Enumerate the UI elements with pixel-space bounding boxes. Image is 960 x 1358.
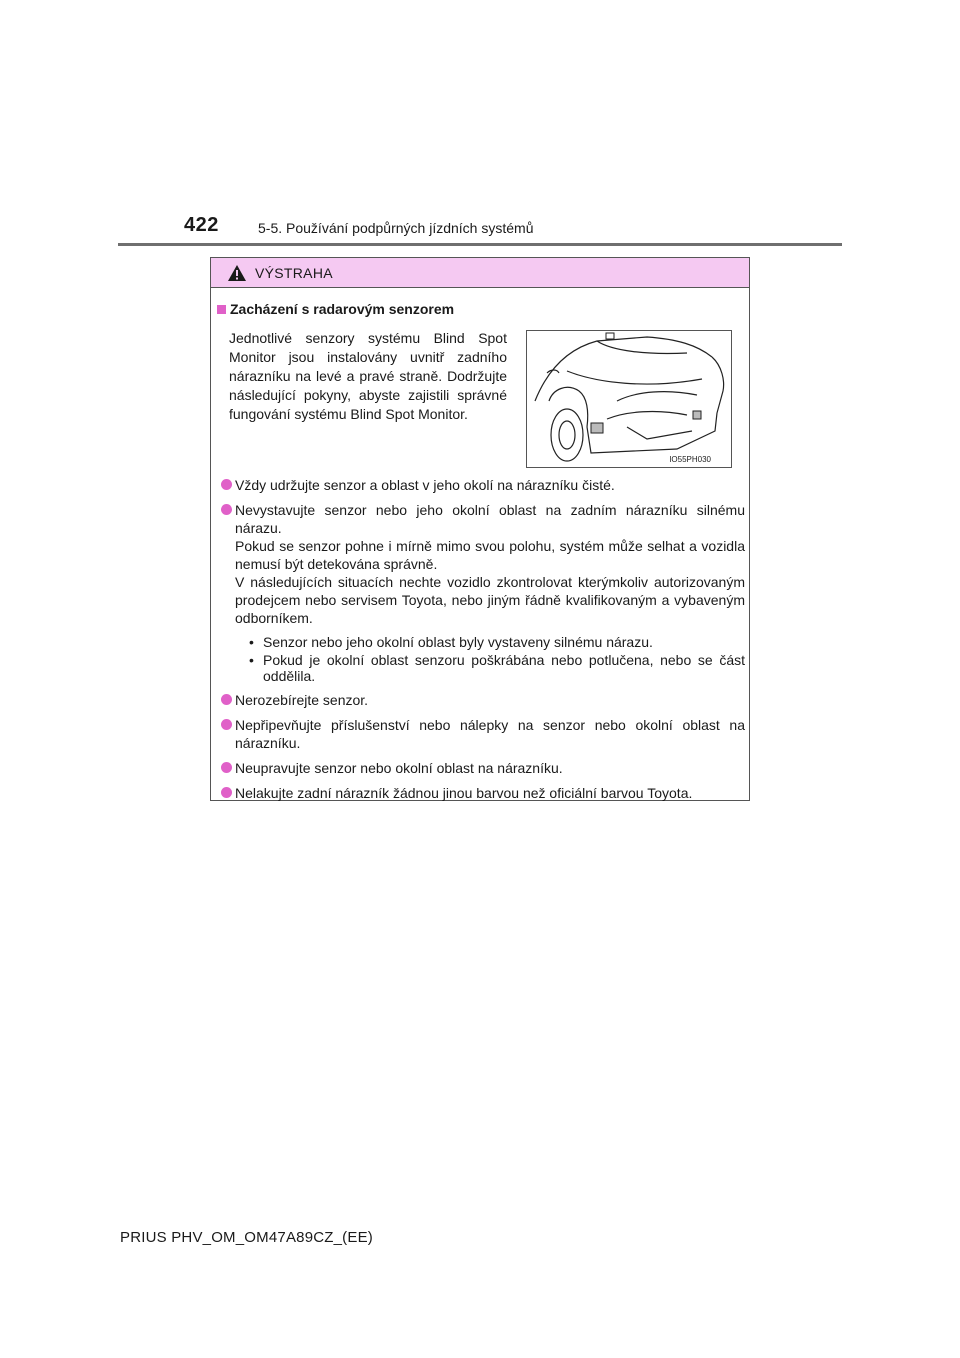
subsection-title: [217, 301, 454, 317]
list-item-text: Nepřipevňujte příslušenství nebo nálepky na senzor nebo okolní oblast na nárazníku.: [235, 717, 745, 751]
section-title: 5-5. Používání podpůrných jízdních systémů: [258, 220, 534, 236]
bullet-dot-icon: [221, 479, 232, 490]
list-item-text: V následujících situacích nechte vozidlo zkontrolovat kterýmkoliv autorizovaným prodejcem nebo servisem Toyota, nebo jiným řádně kvalifikovaným a vybaveným odborníkem.: [235, 574, 745, 626]
sub-list-item-text: Senzor nebo jeho okolní oblast byly vystaveny silnému nárazu.: [263, 634, 653, 650]
list-item-text: Neupravujte senzor nebo okolní oblast na nárazníku.: [235, 760, 563, 776]
list-item-text: Nelakujte zadní nárazník žádnou jinou barvou než oficiální barvou Toyota.: [235, 785, 693, 801]
rear-bumper-sensor-figure: [526, 330, 732, 468]
list-item: [221, 501, 745, 684]
sub-list-item-text: Pokud je okolní oblast senzoru poškrábána nebo potlučena, nebo se část oddělila.: [263, 652, 745, 684]
bullet-dot-icon: [221, 694, 232, 705]
list-item: [221, 784, 745, 802]
bullet-dot-icon: [221, 719, 232, 730]
list-item-text: Vždy udržujte senzor a oblast v jeho okolí na nárazníku čisté.: [235, 477, 615, 493]
figure-id: IO55PH030: [669, 455, 711, 464]
sub-list: [235, 634, 745, 684]
warning-triangle-icon: [227, 264, 247, 282]
list-item: [221, 476, 745, 494]
list-item-text: Pokud se senzor pohne i mírně mimo svou polohu, systém může selhat a vozidla nemusí být detekována správně.: [235, 538, 745, 572]
list-item-text: Nevystavujte senzor nebo jeho okolní oblast na zadním nárazníku silnému nárazu.: [235, 502, 745, 536]
subsection-title-text: Zacházení s radarovým senzorem: [230, 301, 455, 317]
car-rear-illustration: [527, 331, 732, 468]
bullet-list: [221, 476, 745, 809]
sub-bullet-icon: •: [249, 634, 254, 650]
warning-label: VÝSTRAHA: [255, 264, 333, 281]
square-bullet-icon: [217, 305, 226, 314]
bullet-dot-icon: [221, 787, 232, 798]
list-item: [221, 759, 745, 777]
bullet-dot-icon: [221, 504, 232, 515]
sub-bullet-icon: •: [249, 652, 254, 668]
warning-box: [210, 257, 750, 801]
header-rule: [118, 243, 842, 246]
list-item-text: Nerozebírejte senzor.: [235, 692, 369, 708]
bullet-dot-icon: [221, 762, 232, 773]
intro-paragraph: Jednotlivé senzory systému Blind Spot Monitor jsou instalovány uvnitř zadního nárazníku na levé a pravé straně. Dodržujte následující pokyny, abyste zajistili správné fungování systému Blind Spot Monitor.: [229, 330, 507, 422]
list-item: [221, 691, 745, 709]
warning-header: [211, 258, 749, 288]
sub-list-item: [249, 652, 745, 684]
list-item: [221, 716, 745, 752]
sub-list-item: [249, 634, 745, 650]
page-number: 422: [184, 214, 219, 236]
document-code: PRIUS PHV_OM_OM47A89CZ_(EE): [120, 1229, 373, 1246]
